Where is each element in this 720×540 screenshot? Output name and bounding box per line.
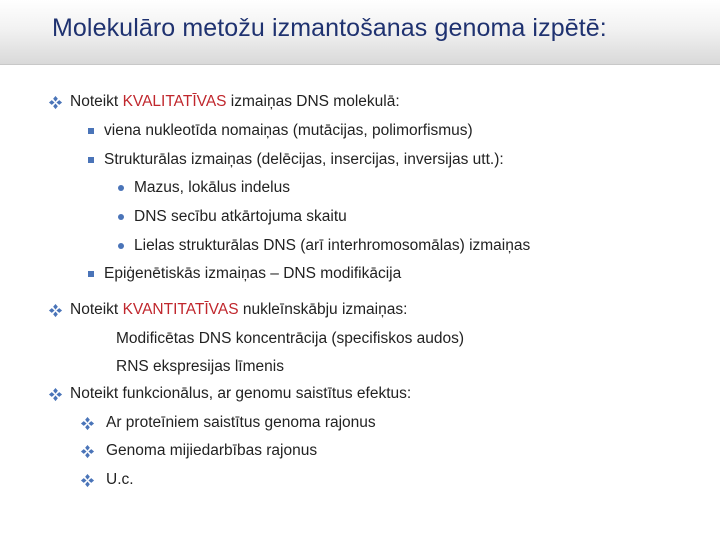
sub-sub-item-large: Lielas strukturālas DNS (arī interhromosomālas) izmaiņas: [134, 237, 531, 254]
text-prefix: Noteikt: [70, 301, 123, 318]
round-bullet-icon: [118, 243, 124, 249]
bullet-qualitative: [70, 92, 400, 112]
text-prefix: Noteikt: [70, 93, 123, 110]
diamond-bullet-icon: [80, 473, 95, 488]
sub-item-protein-regions: Ar proteīniem saistītus genoma rajonus: [106, 414, 376, 431]
title-bar: [0, 0, 720, 65]
diamond-bullet-icon: [48, 303, 63, 318]
sub-item-epigenetic: Epiģenētiskās izmaiņas – DNS modifikācija: [104, 265, 402, 282]
sub-sub-item-indels: Mazus, lokālus indelus: [134, 179, 290, 196]
sub-item-other: U.c.: [106, 471, 134, 488]
diamond-bullet-icon: [48, 387, 63, 402]
round-bullet-icon: [118, 185, 124, 191]
text-suffix: izmaiņas DNS molekulā:: [226, 93, 400, 110]
diamond-bullet-icon: [80, 444, 95, 459]
slide-title: Molekulāro metožu izmantošanas genoma izpētē:: [52, 14, 607, 42]
round-bullet-icon: [118, 214, 124, 220]
sub-item-modified-dna: Modificētas DNS koncentrācija (specifiskos audos): [116, 330, 465, 347]
bullet-functional: Noteikt funkcionālus, ar genomu saistītus efektus:: [70, 385, 412, 402]
sub-sub-item-repeats: DNS secību atkārtojuma skaitu: [134, 208, 347, 225]
sub-item-rna-expression: RNS ekspresijas līmenis: [116, 358, 284, 375]
diamond-bullet-icon: [80, 416, 95, 431]
square-bullet-icon: [88, 271, 94, 277]
diamond-bullet-icon: [48, 95, 63, 110]
sub-item-interaction-regions: Genoma mijiedarbības rajonus: [106, 442, 318, 459]
text-suffix: nukleīnskābju izmaiņas:: [238, 301, 408, 318]
sub-item-snp: viena nukleotīda nomaiņas (mutācijas, polimorfismus): [104, 122, 473, 139]
sub-item-structural: Strukturālas izmaiņas (delēcijas, insercijas, inversijas utt.):: [104, 151, 504, 168]
highlight-quantitative: KVANTITATĪVAS: [122, 301, 239, 318]
square-bullet-icon: [88, 128, 94, 134]
highlight-qualitative: KVALITATĪVAS: [122, 93, 227, 110]
bullet-quantitative: [70, 300, 407, 320]
square-bullet-icon: [88, 157, 94, 163]
